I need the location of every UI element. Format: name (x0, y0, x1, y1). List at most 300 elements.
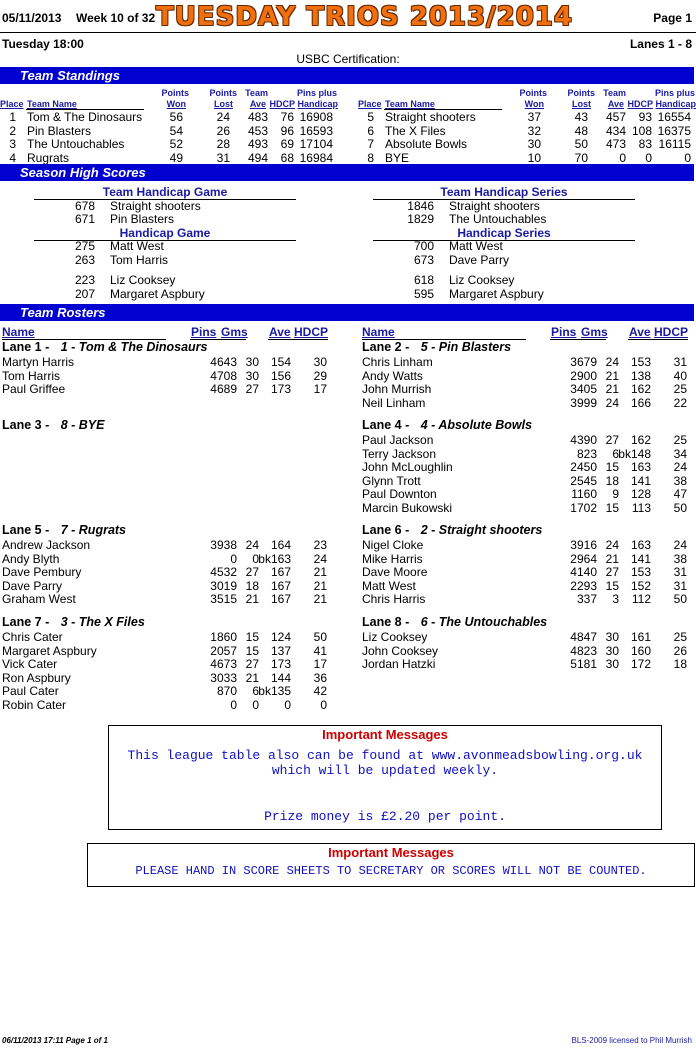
player-games: 24 (605, 538, 619, 552)
player-average: 163 (630, 538, 651, 552)
player-average: 173 (270, 382, 291, 396)
player-pins: 1160 (571, 487, 597, 501)
player-average: 172 (630, 657, 651, 671)
standing-pins-plus: 16375 (657, 123, 691, 138)
player-games: 15 (605, 578, 619, 593)
player-pins: 2545 (570, 473, 597, 488)
standing-team-ave: 457 (605, 110, 626, 124)
standing-place: 6 (367, 123, 374, 138)
standing-team-ave: 483 (247, 110, 268, 124)
standing-team-ave: 434 (605, 123, 626, 138)
player-handicap: 24 (313, 551, 327, 566)
player-name: John McLoughlin (362, 460, 453, 474)
high-score-name: Straight shooters (449, 199, 540, 213)
player-name: Tom Harris (2, 368, 61, 383)
high-score-title: Handicap Game (119, 226, 211, 240)
week-label: Week 10 of 32 (76, 11, 156, 25)
player-name: John Cooksey (362, 643, 439, 658)
col-team-name: Team Name (385, 99, 435, 109)
player-pins: 3405 (570, 382, 597, 396)
player-games: 30 (605, 657, 619, 671)
player-name: Chris Linham (362, 355, 433, 369)
report-date: 05/11/2013 (2, 11, 62, 25)
lane-header (2, 523, 126, 537)
player-name: Martyn Harris (2, 355, 75, 369)
standing-points-lost: 48 (574, 123, 588, 138)
player-pins: 3033 (210, 670, 237, 685)
player-games: 6 (612, 446, 619, 461)
standing-pins-plus: 0 (684, 150, 691, 165)
lane-team: 6 - The Untouchables (417, 615, 548, 629)
player-name: Dave Parry (2, 578, 63, 593)
standing-hdcp: 76 (280, 110, 294, 124)
col-place: Place (0, 99, 24, 109)
col-team-ave: Ave (249, 99, 266, 109)
col-team-ave: Team (603, 88, 626, 98)
player-pins: 1702 (570, 500, 597, 515)
player-handicap: 50 (673, 500, 687, 515)
high-score-name: Pin Blasters (110, 212, 175, 226)
player-games: 21 (605, 368, 619, 383)
standing-team-ave: 494 (247, 150, 268, 165)
standing-team-ave: 493 (247, 137, 268, 151)
high-score-title: Team Handicap Series (440, 185, 568, 199)
player-pins: 823 (576, 446, 597, 461)
standing-hdcp: 68 (280, 150, 294, 165)
player-pins: 5181 (570, 657, 597, 671)
player-pins: 2450 (570, 460, 597, 474)
player-average: 141 (630, 473, 651, 488)
player-handicap: 25 (673, 630, 687, 644)
player-name: Paul Downton (362, 487, 437, 501)
standing-team-name: Absolute Bowls (385, 137, 468, 151)
player-pins: 2964 (570, 551, 597, 566)
message-line: Prize money is £2.20 per point. (264, 809, 506, 824)
roster-col-hdcp: HDCP (294, 325, 329, 339)
player-average: 156 (270, 368, 291, 383)
player-average: bk135 (258, 684, 291, 698)
player-handicap: 31 (673, 355, 687, 369)
high-score-value: 263 (74, 253, 95, 267)
col-hdcp: HDCP (269, 99, 295, 109)
player-pins: 2293 (570, 578, 597, 593)
standing-team-name: Tom & The Dinosaurs (27, 110, 143, 124)
standing-pins-plus: 17104 (299, 137, 333, 151)
standing-team-ave: 453 (247, 123, 268, 138)
standing-place: 5 (367, 110, 374, 124)
player-average: 160 (630, 643, 651, 658)
lane-number: Lane 2 - (362, 340, 410, 354)
player-handicap: 26 (673, 643, 687, 658)
player-average: 153 (630, 355, 651, 369)
standing-points-won: 49 (169, 150, 183, 165)
player-name: Vick Cater (2, 657, 58, 671)
player-average: 162 (630, 433, 651, 447)
col-pins-plus: Handicap (655, 99, 696, 109)
lane-header (362, 340, 511, 354)
roster-col-gms: Gms (581, 325, 608, 339)
player-name: John Murrish (362, 382, 432, 396)
high-score-title: Team Handicap Game (102, 185, 228, 199)
player-handicap: 29 (313, 368, 327, 383)
player-handicap: 34 (673, 446, 687, 461)
standing-points-won: 30 (527, 137, 541, 151)
player-games: 15 (245, 643, 259, 658)
standing-pins-plus: 16908 (299, 110, 333, 124)
player-pins: 0 (230, 551, 237, 566)
player-average: 167 (270, 578, 291, 593)
lane-number: Lane 1 - (2, 340, 50, 354)
player-games: 27 (245, 657, 259, 671)
roster-col-ave: Ave (269, 325, 291, 339)
player-name: Glynn Trott (362, 473, 421, 488)
col-hdcp: HDCP (627, 99, 653, 109)
standing-team-ave: 473 (605, 137, 626, 151)
footer-printed: 06/11/2013 17:11 Page 1 of 1 (2, 1036, 108, 1045)
player-average: 153 (630, 565, 651, 579)
player-games: 24 (245, 538, 259, 552)
player-name: Andy Blyth (2, 551, 60, 566)
player-games: 18 (245, 578, 259, 593)
player-games: 15 (245, 630, 259, 644)
col-pins-plus: Pins plus (654, 88, 695, 98)
standing-team-ave: 0 (619, 150, 626, 165)
lane-header (362, 615, 547, 629)
player-name: Marcin Bukowski (362, 500, 453, 515)
player-pins: 870 (216, 684, 237, 698)
player-pins: 2057 (210, 643, 237, 658)
player-name: Paul Griffee (2, 382, 66, 396)
standing-pins-plus: 16593 (299, 123, 333, 138)
player-average: 161 (630, 630, 651, 644)
roster-header-underline (268, 339, 328, 340)
player-pins: 4390 (570, 433, 597, 447)
player-name: Neil Linham (362, 395, 426, 410)
player-pins: 2900 (570, 368, 597, 383)
standing-points-lost: 24 (216, 110, 230, 124)
standing-hdcp: 93 (638, 110, 652, 124)
high-score-name: Matt West (449, 239, 503, 253)
player-handicap: 21 (313, 578, 327, 593)
roster-col-name: Name (2, 325, 35, 339)
message-line (109, 778, 661, 793)
roster-col-hdcp: HDCP (654, 325, 689, 339)
col-team-ave: Team (245, 88, 268, 98)
player-handicap: 18 (673, 657, 687, 671)
standing-pins-plus: 16115 (658, 137, 691, 151)
message-line: PLEASE HAND IN SCORE SHEETS TO SECRETARY OR SCORES WILL NOT BE COUNTED. (135, 864, 647, 878)
player-pins: 3515 (210, 592, 237, 606)
player-games: 30 (245, 368, 259, 383)
player-name: Matt West (362, 578, 416, 593)
lane-header (362, 418, 532, 432)
lane-header (2, 418, 105, 432)
player-average: 124 (270, 630, 291, 644)
player-games: 21 (605, 382, 619, 396)
col-points-lost: Points (209, 88, 237, 98)
player-average: bk148 (618, 446, 651, 461)
lane-number: Lane 6 - (362, 523, 410, 537)
standing-team-name: Straight shooters (385, 110, 476, 124)
player-name: Margaret Aspbury (2, 643, 97, 658)
player-average: 141 (630, 551, 651, 566)
player-handicap: 38 (673, 551, 687, 566)
high-score-value: 223 (74, 273, 95, 287)
high-score-value: 275 (74, 239, 95, 253)
standing-points-lost: 70 (574, 150, 588, 165)
roster-col-ave: Ave (629, 325, 651, 339)
message-line: which will be updated weekly. (271, 763, 499, 778)
player-average: 152 (630, 578, 651, 593)
player-name: Chris Cater (2, 630, 63, 644)
col-place: Place (358, 99, 382, 109)
player-games: 30 (605, 643, 619, 658)
message-box-1 (108, 725, 662, 830)
player-pins: 4708 (210, 368, 237, 383)
standing-team-name: The Untouchables (27, 137, 125, 151)
standing-team-name: Rugrats (27, 150, 70, 165)
lane-number: Lane 7 - (2, 615, 50, 629)
player-games: 21 (605, 551, 619, 566)
high-score-value: 1829 (407, 212, 434, 226)
player-name: Paul Jackson (362, 433, 434, 447)
lane-header (2, 340, 208, 354)
col-points-won: Points (161, 88, 189, 98)
player-pins: 4532 (210, 565, 237, 579)
standing-points-lost: 26 (216, 123, 230, 138)
player-average: 113 (631, 500, 651, 515)
lane-team: 4 - Absolute Bowls (417, 418, 533, 432)
player-handicap: 47 (673, 487, 687, 501)
player-handicap: 21 (313, 592, 327, 606)
message-title: Important Messages (322, 727, 448, 742)
high-score-value: 595 (413, 287, 434, 301)
player-average: 0 (284, 697, 291, 712)
standing-points-won: 54 (169, 123, 183, 138)
standing-place: 3 (9, 137, 16, 151)
player-pins: 3999 (570, 395, 597, 410)
player-handicap: 50 (313, 630, 327, 644)
player-average: 163 (630, 460, 651, 474)
player-handicap: 22 (673, 395, 687, 410)
standing-points-won: 56 (169, 110, 183, 124)
roster-col-gms: Gms (221, 325, 248, 339)
player-name: Ron Aspbury (2, 670, 71, 685)
player-games: 30 (245, 355, 259, 369)
player-name: Andy Watts (362, 368, 423, 383)
player-pins: 4847 (570, 630, 597, 644)
player-name: Jordan Hatzki (362, 657, 436, 671)
col-team-ave: Ave (607, 99, 624, 109)
col-points-won: Points (519, 88, 547, 98)
day-time: Tuesday 18:00 (2, 37, 84, 51)
high-score-name: Straight shooters (110, 199, 201, 213)
player-handicap: 24 (673, 538, 687, 552)
standing-pins-plus: 16984 (299, 150, 333, 165)
lanes-range: Lanes 1 - 8 (629, 37, 692, 51)
standing-points-lost: 31 (216, 150, 230, 165)
high-score-name: Matt West (110, 239, 164, 253)
player-games: 21 (245, 670, 259, 685)
player-games: 27 (605, 433, 619, 447)
player-handicap: 40 (673, 368, 687, 383)
player-average: 112 (631, 592, 651, 606)
standing-points-won: 32 (527, 123, 541, 138)
standing-place: 8 (367, 150, 374, 165)
standing-place: 1 (9, 110, 16, 124)
player-games: 24 (605, 395, 619, 410)
player-handicap: 31 (673, 565, 687, 579)
standing-team-name: BYE (385, 150, 410, 165)
standing-hdcp: 0 (645, 150, 652, 165)
player-handicap: 0 (320, 697, 327, 712)
standing-points-won: 10 (527, 150, 541, 165)
high-score-value: 1846 (407, 199, 434, 213)
player-games: 6 (252, 684, 259, 698)
standing-points-lost: 43 (574, 110, 588, 124)
high-score-name: Dave Parry (449, 253, 510, 267)
standing-pins-plus: 16554 (657, 110, 691, 124)
player-average: 164 (270, 538, 291, 552)
player-average: bk163 (258, 551, 291, 566)
player-name: Terry Jackson (362, 446, 437, 461)
lane-number: Lane 5 - (2, 523, 50, 537)
player-games: 3 (612, 592, 619, 606)
player-handicap: 25 (673, 382, 687, 396)
roster-col-pins: Pins (191, 325, 217, 339)
standing-hdcp: 108 (631, 123, 652, 138)
col-team-name: Team Name (27, 99, 77, 109)
roster-header-underline (550, 339, 606, 340)
lane-team: 7 - Rugrats (57, 523, 127, 537)
player-handicap: 36 (313, 670, 327, 685)
high-score-title: Handicap Series (457, 226, 551, 240)
standing-team-name: The X Files (385, 123, 446, 138)
player-handicap: 38 (673, 473, 687, 488)
lane-header (2, 615, 145, 629)
player-handicap: 42 (313, 684, 327, 698)
header-divider (0, 32, 696, 33)
player-games: 30 (605, 630, 619, 644)
player-average: 144 (270, 670, 291, 685)
player-games: 0 (252, 697, 259, 712)
col-pins-plus: Handicap (297, 99, 338, 109)
player-games: 27 (245, 565, 259, 579)
player-average: 128 (630, 487, 651, 501)
player-games: 9 (612, 487, 619, 501)
player-handicap: 17 (313, 657, 327, 671)
standing-place: 4 (9, 150, 16, 165)
col-points-won: Won (166, 99, 186, 109)
player-handicap: 31 (673, 578, 687, 593)
high-score-value: 671 (74, 212, 95, 226)
player-pins: 4689 (210, 382, 237, 396)
message-box-2 (87, 843, 695, 887)
roster-col-pins: Pins (551, 325, 577, 339)
player-pins: 4673 (210, 657, 237, 671)
message-title: Important Messages (328, 845, 454, 860)
section-team-rosters: Team Rosters (0, 304, 694, 321)
col-points-lost: Points (567, 88, 595, 98)
lane-number: Lane 4 - (362, 418, 410, 432)
col-points-lost: Lost (572, 99, 591, 109)
certification: USBC Certification: (296, 52, 400, 66)
col-points-lost: Lost (214, 99, 233, 109)
player-average: 167 (270, 565, 291, 579)
player-handicap: 23 (313, 538, 327, 552)
player-games: 24 (605, 355, 619, 369)
player-pins: 3916 (570, 538, 597, 552)
player-handicap: 21 (313, 565, 327, 579)
standing-hdcp: 83 (638, 137, 652, 151)
roster-header-underline (628, 339, 688, 340)
player-name: Graham West (2, 592, 76, 606)
standing-points-won: 52 (169, 137, 183, 151)
high-score-name: The Untouchables (449, 212, 547, 226)
high-score-value: 618 (413, 273, 434, 287)
section-team-standings: Team Standings (0, 67, 694, 84)
player-games: 27 (605, 565, 619, 579)
player-pins: 4140 (570, 565, 597, 579)
col-pins-plus: Pins plus (296, 88, 337, 98)
standing-points-lost: 50 (574, 137, 588, 151)
standing-team-name: Pin Blasters (27, 123, 92, 138)
high-score-name: Margaret Aspbury (449, 287, 544, 301)
lane-team: 2 - Straight shooters (417, 523, 543, 537)
col-points-won: Won (524, 99, 544, 109)
player-average: 137 (270, 643, 291, 658)
player-pins: 4823 (570, 643, 597, 658)
high-score-value: 700 (413, 239, 434, 253)
league-title: TUESDAY TRIOS 2013/2014 (156, 2, 573, 32)
player-pins: 337 (576, 592, 597, 606)
high-score-value: 678 (74, 199, 95, 213)
standing-hdcp: 69 (280, 137, 294, 151)
player-handicap: 50 (673, 592, 687, 606)
section-season-high-scores: Season High Scores (0, 164, 694, 181)
player-games: 27 (245, 382, 259, 396)
player-games: 18 (605, 473, 619, 488)
player-games: 15 (605, 460, 619, 474)
high-score-name: Margaret Aspbury (110, 287, 205, 301)
player-name: Andrew Jackson (2, 538, 91, 552)
player-name: Chris Harris (362, 592, 426, 606)
player-games: 21 (245, 592, 259, 606)
high-score-name: Liz Cooksey (110, 273, 176, 287)
player-name: Mike Harris (362, 551, 423, 566)
high-score-name: Liz Cooksey (449, 273, 515, 287)
standing-place: 2 (9, 123, 16, 138)
roster-col-name: Name (362, 325, 395, 339)
player-name: Robin Cater (2, 697, 67, 712)
lane-number: Lane 3 - (2, 418, 50, 432)
standing-hdcp: 96 (280, 123, 294, 138)
player-name: Paul Cater (2, 684, 59, 698)
player-games: 0 (252, 551, 259, 566)
lane-number: Lane 8 - (362, 615, 410, 629)
player-games: 15 (605, 500, 619, 515)
lane-team: 1 - Tom & The Dinosaurs (57, 340, 208, 354)
player-average: 154 (270, 355, 291, 369)
high-score-value: 673 (413, 253, 434, 267)
high-score-value: 207 (74, 287, 95, 301)
player-average: 138 (630, 368, 651, 383)
player-handicap: 41 (313, 643, 327, 658)
player-handicap: 25 (673, 433, 687, 447)
page-number: Page 1 (653, 11, 692, 25)
player-pins: 4643 (210, 355, 237, 369)
player-pins: 1860 (210, 630, 237, 644)
